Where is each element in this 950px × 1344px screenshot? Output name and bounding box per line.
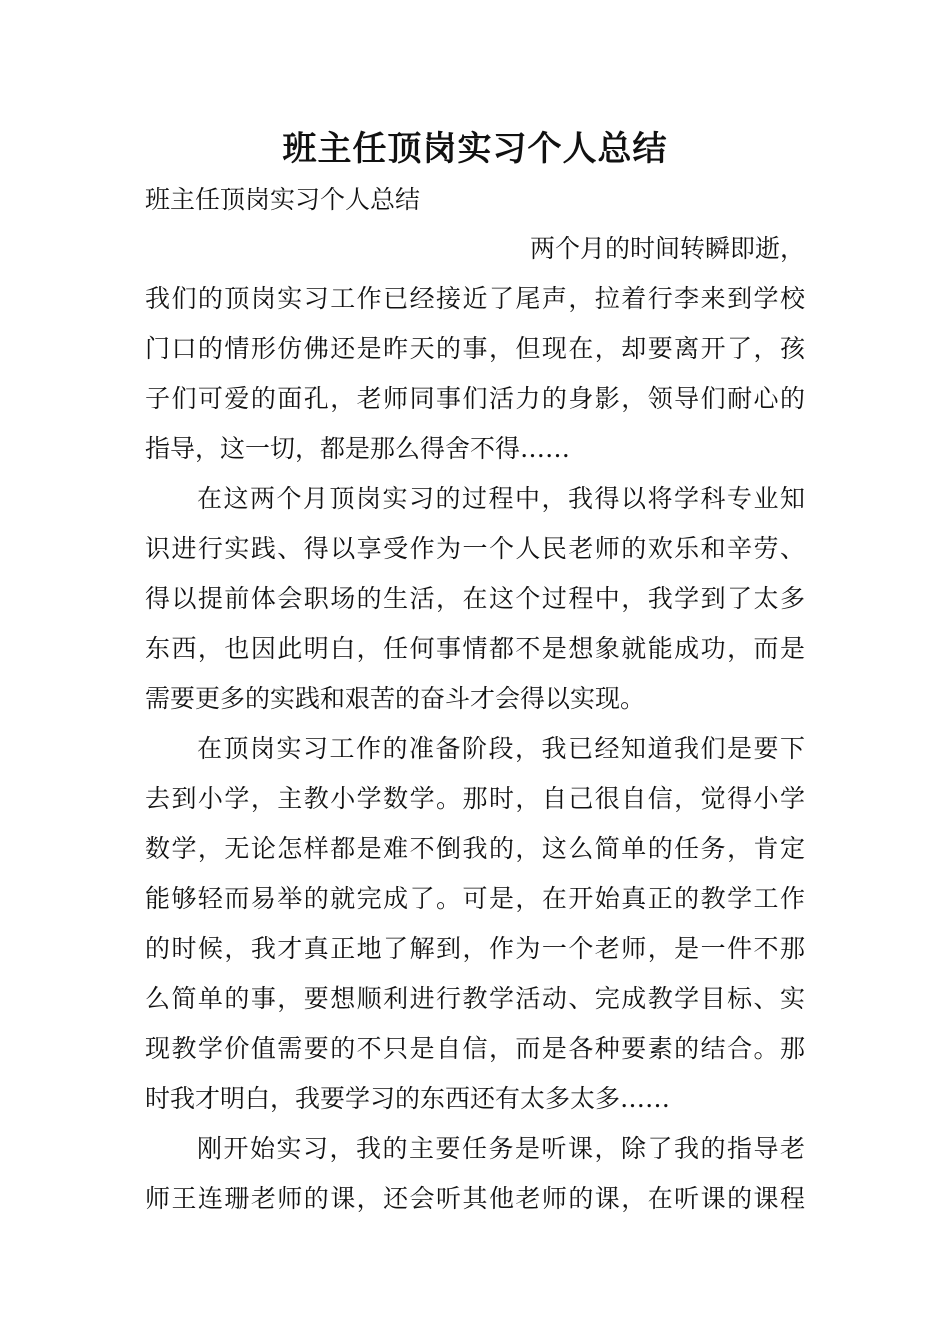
text-line: 在这两个月顶岗实习的过程中，我得以将学科专业知 [197,484,805,513]
text-line: 需要更多的实践和艰苦的奋斗才会得以实现。 [145,684,646,713]
body-text [145,228,805,1228]
document-subtitle: 班主任顶岗实习个人总结 [145,185,421,214]
text-line: 门口的情形仿佛还是昨天的事，但现在，却要离开了，孩 [145,334,805,363]
text-line: 东西，也因此明白，任何事情都不是想象就能成功，而是 [145,634,805,663]
text-line: 么简单的事，要想顺利进行教学活动、完成教学目标、实 [145,984,805,1013]
text-line: 在顶岗实习工作的准备阶段，我已经知道我们是要下 [197,734,805,763]
text-line: 数学，无论怎样都是难不倒我的，这么简单的任务，肯定 [145,834,805,863]
text-line: 的时候，我才真正地了解到，作为一个老师，是一件不那 [145,934,805,963]
text-line: 子们可爱的面孔，老师同事们活力的身影，领导们耐心的 [145,384,805,413]
text-line: 两个月的时间转瞬即逝， [529,234,805,263]
text-line: 现教学价值需要的不只是自信，而是各种要素的结合。那 [145,1034,805,1063]
text-line: 去到小学，主教小学数学。那时，自己很自信，觉得小学 [145,784,805,813]
text-line: 能够轻而易举的就完成了。可是，在开始真正的教学工作 [145,884,805,913]
text-line: 得以提前体会职场的生活，在这个过程中，我学到了太多 [145,584,805,613]
text-line: 师王连珊老师的课，还会听其他老师的课，在听课的课程 [145,1184,805,1213]
text-line: 识进行实践、得以享受作为一个人民老师的欢乐和辛劳、 [145,534,805,563]
text-line: 指导，这一切，都是那么得舍不得…… [145,434,571,463]
document-title: 班主任顶岗实习个人总结 [282,129,668,169]
text-line: 时我才明白，我要学习的东西还有太多太多…… [145,1084,671,1113]
text-line: 刚开始实习，我的主要任务是听课，除了我的指导老 [197,1134,805,1163]
text-line: 我们的顶岗实习工作已经接近了尾声，拉着行李来到学校 [145,284,805,313]
